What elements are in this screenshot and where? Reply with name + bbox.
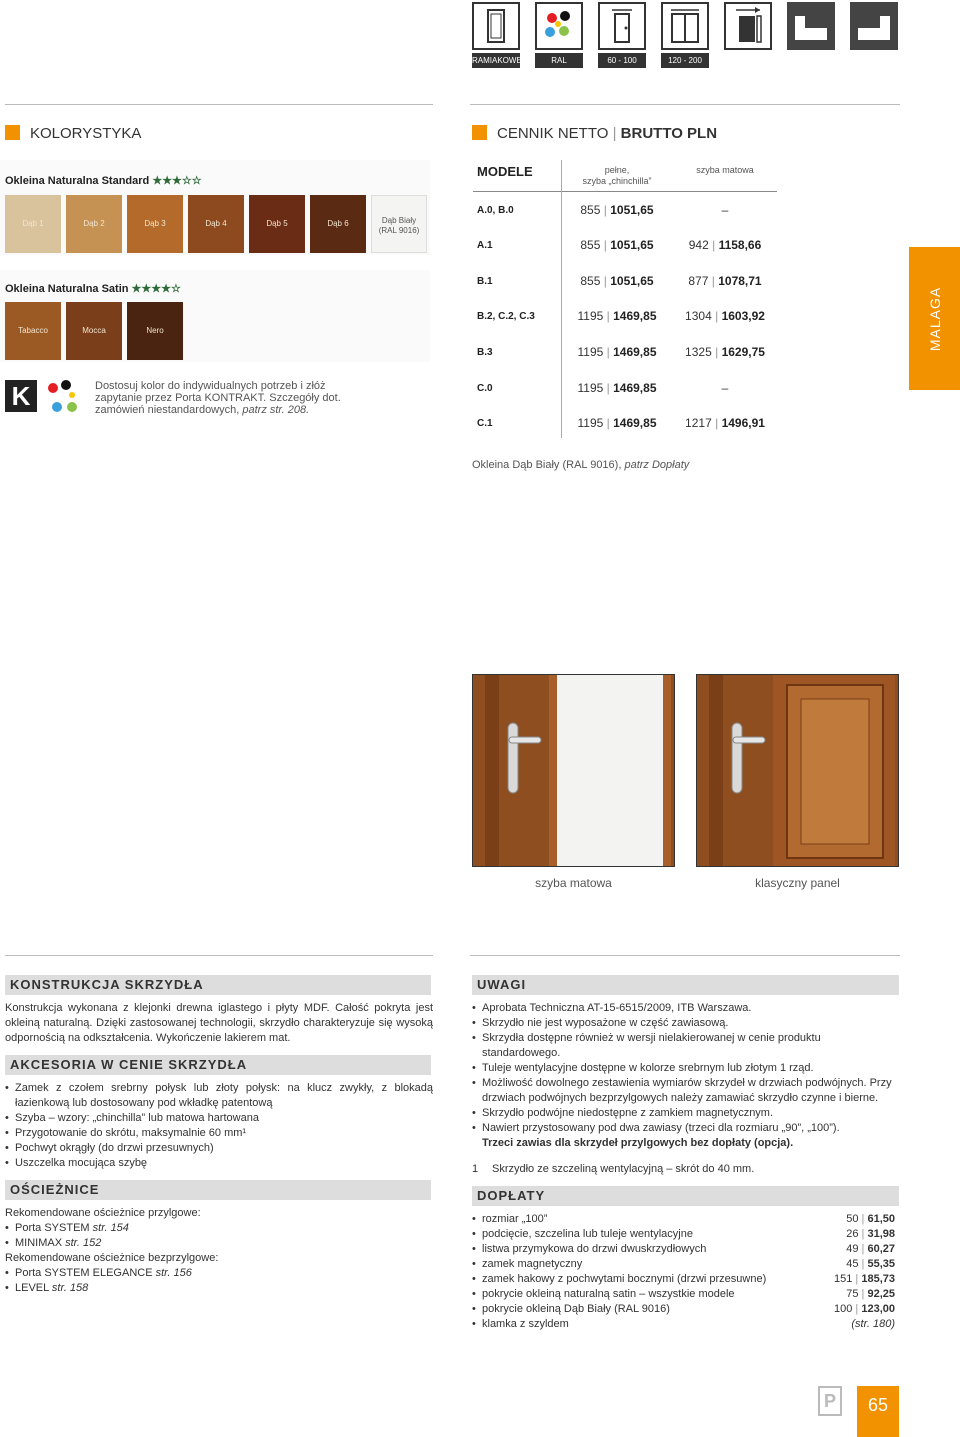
porta-logo-icon: P bbox=[818, 1386, 842, 1416]
uwagi-item: • Możliwość dowolnego zestawienia wymiarów skrzydeł w drzwiach podwójnych. Przy drzwiach podwójnych bezprzylgowych należy zamawiać skrzydło czynne i bierne. bbox=[472, 1076, 900, 1106]
price-matte: 1217 | 1496,91 bbox=[685, 416, 765, 430]
price-row-model: C.1 bbox=[477, 418, 493, 429]
uwagi-item: • Skrzydło nie jest wyposażone w część zawiasową. bbox=[472, 1016, 900, 1031]
price-matte: 942 | 1158,66 bbox=[688, 238, 762, 252]
sliding-door-icon bbox=[724, 2, 772, 50]
doplata-label: pokrycie okleiną Dąb Biały (RAL 9016) bbox=[482, 1303, 670, 1315]
swatch-dab-6: Dąb 6 bbox=[310, 195, 366, 253]
double-door-icon bbox=[661, 2, 709, 50]
price-matte: 1325 | 1629,75 bbox=[685, 345, 765, 359]
label-width-double: 120 - 200 bbox=[661, 53, 709, 68]
swatch-tabacco: Tabacco bbox=[5, 302, 61, 360]
doplata-price: 49 | 60,27 bbox=[846, 1243, 895, 1255]
akcesoria-item: • Uszczelka mocująca szybę bbox=[5, 1156, 433, 1171]
price-row-model: B.2, C.2, C.3 bbox=[477, 311, 535, 322]
price-row-model: B.3 bbox=[477, 347, 493, 358]
label-width-single: 60 - 100 bbox=[598, 53, 646, 68]
price-row-model: A.0, B.0 bbox=[477, 205, 514, 216]
akcesoria-list bbox=[5, 1081, 433, 1171]
osciezince-title: OŚCIEŻNICE bbox=[5, 1180, 431, 1200]
divider bbox=[5, 104, 433, 105]
label-ramiakowe: RAMIAKOWE bbox=[472, 53, 520, 68]
akcesoria-item: • Pochwyt okrągły (do drzwi przesuwnych) bbox=[5, 1141, 433, 1156]
akcesoria-title: AKCESORIA W CENIE SKRZYDŁA bbox=[5, 1055, 431, 1075]
doplata-row: • klamka z szyldem (str. 180) bbox=[472, 1318, 895, 1330]
uwagi-footnote: 1 Skrzydło ze szczeliną wentylacyjną – skrót do 40 mm. bbox=[472, 1163, 755, 1175]
single-door-icon bbox=[598, 2, 646, 50]
uwagi-item: • Tuleje wentylacyjne dostępne w kolorze srebrnym lub złotym 1 rząd. bbox=[472, 1061, 900, 1076]
doplata-label: zamek hakowy z pochwytami bocznymi (drzwi przesuwne) bbox=[482, 1273, 767, 1285]
price-full: 855 | 1051,65 bbox=[580, 274, 654, 288]
osciezince-content bbox=[5, 1206, 433, 1296]
kontrakt-text: Dostosuj kolor do indywidualnych potrzeb i złóż zapytanie przez Porta KONTRAKT. Szczegóły dot. zamówień niestandardowych, patrz str. 208. bbox=[95, 380, 341, 416]
price-row-model: B.1 bbox=[477, 276, 493, 287]
header-divider bbox=[473, 191, 777, 192]
model-tab bbox=[909, 247, 960, 390]
doplata-row: • rozmiar „100” 50 | 61,50 bbox=[472, 1213, 895, 1225]
swatch-dab-3: Dąb 3 bbox=[127, 195, 183, 253]
price-full: 1195 | 1469,85 bbox=[577, 309, 657, 323]
door-preview-panel bbox=[696, 674, 899, 867]
section-marker bbox=[472, 125, 487, 140]
uwagi-item: • Aprobata Techniczna AT-15-6515/2009, ITB Warszawa. bbox=[472, 1001, 900, 1016]
uwagi-item: • Skrzydła dostępne również w wersji nielakierowanej w cenie produktu standardowego. bbox=[472, 1031, 900, 1061]
cennik-note: Okleina Dąb Biały (RAL 9016), patrz Dopłaty bbox=[472, 459, 690, 471]
divider bbox=[5, 955, 433, 956]
kolorystyka-title: KOLORYSTYKA bbox=[30, 125, 142, 142]
doplata-label: pokrycie okleiną naturalną satin – wszystkie modele bbox=[482, 1288, 735, 1300]
column-divider bbox=[561, 160, 562, 438]
konstrukcja-text: Konstrukcja wykonana z klejonki drewna iglastego i płyty MDF. Całość pokryta jest okleiną naturalną. Dzięki zastosowanej technologii, skrzydło charakteryzuje się wysoką odpornością na odkształcenia. Wykończenie lakierem mat. bbox=[5, 1002, 433, 1044]
osciezince-item: • MINIMAX str. 152 bbox=[5, 1236, 433, 1251]
divider bbox=[470, 955, 900, 956]
osciezince-item: • LEVEL str. 158 bbox=[5, 1281, 433, 1296]
doplata-row: • zamek hakowy z pochwytami bocznymi (drzwi przesuwne) 151 | 185,73 bbox=[472, 1273, 895, 1285]
doplaty-list bbox=[472, 1212, 895, 1332]
rating-stars: ★★★★☆ bbox=[131, 283, 181, 295]
konstrukcja-title: KONSTRUKCJA SKRZYDŁA bbox=[5, 975, 431, 995]
model-name: MALAGA bbox=[926, 286, 943, 351]
price-matte: – bbox=[721, 203, 729, 217]
osciezince-item: • Porta SYSTEM str. 154 bbox=[5, 1221, 433, 1236]
mount-left-icon bbox=[787, 2, 835, 50]
doplata-row: • pokrycie okleiną naturalną satin – wszystkie modele 75 | 92,25 bbox=[472, 1288, 895, 1300]
mount-right-icon bbox=[850, 2, 898, 50]
doplata-label: klamka z szyldem bbox=[482, 1318, 569, 1330]
divider bbox=[470, 104, 900, 105]
akcesoria-item: • Przygotowanie do skrótu, maksymalnie 60 mm¹ bbox=[5, 1126, 433, 1141]
price-matte: – bbox=[721, 381, 729, 395]
doplata-price: 151 | 185,73 bbox=[834, 1273, 895, 1285]
swatch-dab-bialy: Dąb Biały (RAL 9016) bbox=[371, 195, 427, 253]
col-header-modele: MODELE bbox=[477, 164, 533, 179]
door-caption-matte: szyba matowa bbox=[535, 876, 612, 890]
doplata-row: • pokrycie okleiną Dąb Biały (RAL 9016) 100 | 123,00 bbox=[472, 1303, 895, 1315]
price-row-model: A.1 bbox=[477, 240, 493, 251]
door-caption-panel: klasyczny panel bbox=[755, 876, 840, 890]
doplata-label: zamek magnetyczny bbox=[482, 1258, 583, 1270]
kontrakt-colors-icon bbox=[44, 379, 80, 415]
doplata-price: 50 | 61,50 bbox=[846, 1213, 895, 1225]
osciezince-group2-title: Rekomendowane ościeżnice bezprzylgowe: bbox=[5, 1252, 219, 1264]
akcesoria-item: • Zamek z czołem srebrny połysk lub złoty połysk: na klucz zwykły, z blokadą łazienkową lub dostosowany pod wkładkę patentową bbox=[5, 1081, 433, 1111]
doplata-label: podcięcie, szczelina lub tuleje wentylacyjne bbox=[482, 1228, 693, 1240]
swatch-dab-5: Dąb 5 bbox=[249, 195, 305, 253]
price-full: 1195 | 1469,85 bbox=[577, 345, 657, 359]
doplata-row: • listwa przymykowa do drzwi dwuskrzydłowych 49 | 60,27 bbox=[472, 1243, 895, 1255]
uwagi-item: • Nawiert przystosowany pod dwa zawiasy (trzeci dla rozmiaru „90”, „100”). Trzeci zawias dla skrzydeł przylgowych bez dopłaty (opcja). bbox=[472, 1121, 900, 1151]
osciezince-item: • Porta SYSTEM ELEGANCE str. 156 bbox=[5, 1266, 433, 1281]
doplata-row: • podcięcie, szczelina lub tuleje wentylacyjne 26 | 31,98 bbox=[472, 1228, 895, 1240]
rating-stars: ★★★☆☆ bbox=[152, 175, 202, 187]
price-matte: 877 | 1078,71 bbox=[688, 274, 762, 288]
cennik-title: CENNIK NETTO | BRUTTO PLN bbox=[497, 125, 718, 142]
swatch-dab-4: Dąb 4 bbox=[188, 195, 244, 253]
door-preview-matte bbox=[472, 674, 675, 867]
col-header-full: pełne, szyba „chinchilla” bbox=[582, 165, 652, 186]
doplata-price: 100 | 123,00 bbox=[834, 1303, 895, 1315]
price-row-model: C.0 bbox=[477, 383, 493, 394]
price-full: 1195 | 1469,85 bbox=[577, 416, 657, 430]
price-full: 855 | 1051,65 bbox=[580, 203, 654, 217]
doplata-price: (str. 180) bbox=[851, 1318, 895, 1330]
osciezince-group1-title: Rekomendowane ościeżnice przylgowe: bbox=[5, 1207, 201, 1219]
swatch-nero: Nero bbox=[127, 302, 183, 360]
akcesoria-item: • Szyba – wzory: „chinchilla” lub matowa hartowana bbox=[5, 1111, 433, 1126]
uwagi-item: • Skrzydło podwójne niedostępne z zamkiem magnetycznym. bbox=[472, 1106, 900, 1121]
kontrakt-badge-icon: K bbox=[5, 380, 37, 412]
swatch-dab-2: Dąb 2 bbox=[66, 195, 122, 253]
section-marker bbox=[5, 125, 20, 140]
standard-veneer-title: Okleina Naturalna Standard ★★★☆☆ bbox=[5, 175, 202, 187]
doplata-price: 26 | 31,98 bbox=[846, 1228, 895, 1240]
uwagi-title: UWAGI bbox=[472, 975, 899, 995]
swatch-dab-1: Dąb 1 bbox=[5, 195, 61, 253]
swatch-mocca: Mocca bbox=[66, 302, 122, 360]
price-full: 1195 | 1469,85 bbox=[577, 381, 657, 395]
satin-veneer-title: Okleina Naturalna Satin ★★★★☆ bbox=[5, 283, 181, 295]
frame-door-icon bbox=[472, 2, 520, 50]
uwagi-list bbox=[472, 1001, 900, 1151]
doplata-row: • zamek magnetyczny 45 | 55,35 bbox=[472, 1258, 895, 1270]
col-header-matte: szyba matowa bbox=[696, 165, 754, 175]
doplaty-title: DOPŁATY bbox=[472, 1186, 899, 1206]
page-number: 65 bbox=[857, 1386, 899, 1437]
doplata-label: rozmiar „100” bbox=[482, 1213, 548, 1225]
kontrakt-page-ref: patrz str. 208. bbox=[242, 404, 310, 416]
doplata-label: listwa przymykowa do drzwi dwuskrzydłowych bbox=[482, 1243, 707, 1255]
color-palette-icon bbox=[535, 2, 583, 50]
doplata-price: 75 | 92,25 bbox=[846, 1288, 895, 1300]
label-ral: RAL bbox=[535, 53, 583, 68]
price-matte: 1304 | 1603,92 bbox=[685, 309, 765, 323]
price-full: 855 | 1051,65 bbox=[580, 238, 654, 252]
doplata-price: 45 | 55,35 bbox=[846, 1258, 895, 1270]
